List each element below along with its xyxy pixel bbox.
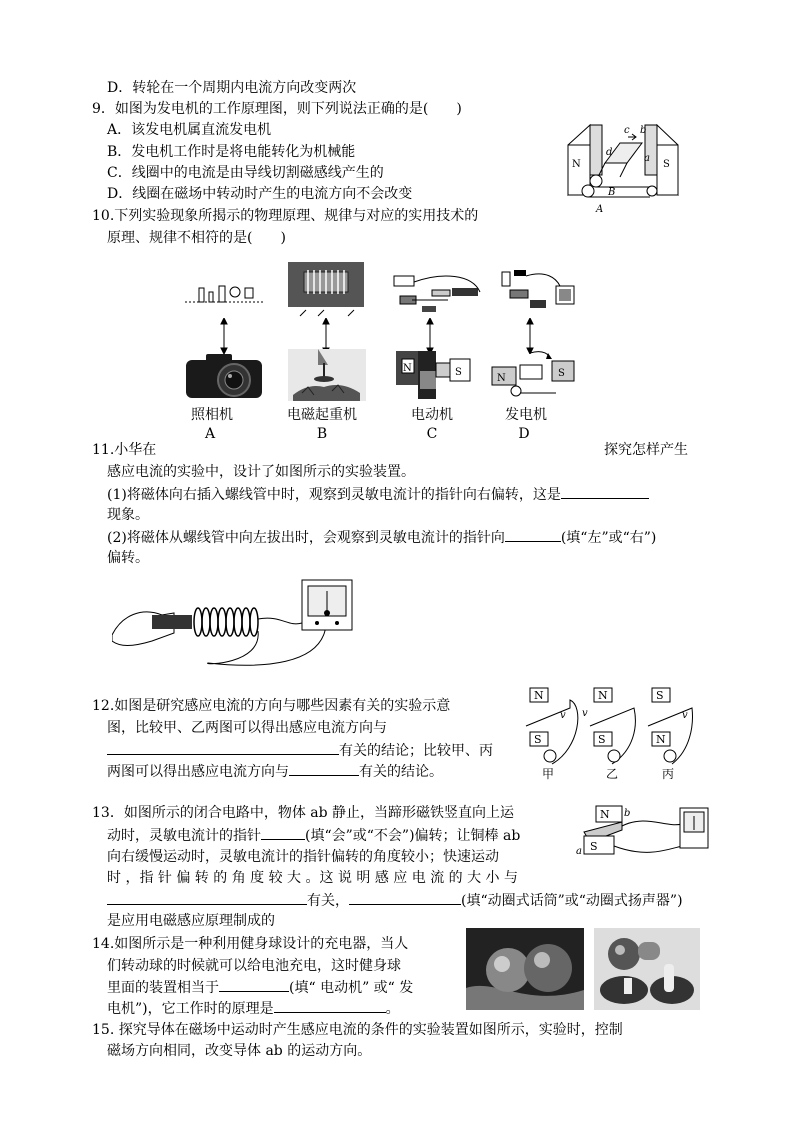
q13-label-b: b	[624, 808, 631, 819]
q9-label-n: N	[572, 159, 581, 170]
q13-line6: 是应用电磁感应原理制成的	[107, 913, 275, 929]
q13-blank-2[interactable]	[107, 890, 307, 905]
q12-bing-bottom-pole: N	[656, 733, 666, 746]
q10-d-pole-s: S	[558, 368, 565, 379]
q13-blank-3[interactable]	[349, 890, 461, 905]
q8-option-d: D．转轮在一个周期内电流方向改变两次	[107, 80, 357, 96]
q14-blank-1[interactable]	[219, 977, 289, 992]
q12-figures	[522, 686, 702, 781]
q14-line3-a: 里面的装置相当于	[107, 980, 219, 996]
q13-line4: 时 ，指 针 偏 转 的 角 度 较 大 。这 说 明 感 应 电 流 的 大 小 与	[107, 870, 519, 886]
q13-blank-1[interactable]	[261, 825, 305, 840]
q10-label-a: 照相机	[191, 407, 233, 423]
q9-label-b: b	[640, 125, 647, 136]
q11-solenoid-figure	[112, 575, 362, 670]
q12-line3-tail: 有关的结论；比较甲、丙	[339, 743, 493, 759]
q13-line5-b: (填“动圈式话筒”或“动圈式扬声器”)	[461, 893, 683, 909]
q11-part2	[107, 527, 656, 548]
q11-blank-2[interactable]	[505, 527, 561, 542]
q13-line3: 向右缓慢运动时，灵敏电流计的指针偏转的角度较小；快速运动	[107, 849, 499, 865]
q12-yi-v: v	[582, 708, 588, 719]
q9-label-A: A	[596, 204, 604, 215]
q12-line4	[107, 761, 443, 782]
q12-line3	[107, 740, 493, 761]
q12-line1: 12.如图是研究感应电流的方向与哪些因素有关的实验示意	[92, 698, 451, 714]
q15-line1: 15. 探究导体在磁场中运动时产生感应电流的条件的实验装置如图所示，实验时，控制	[92, 1022, 623, 1038]
q9-option-d: D．线圈在磁场中转动时产生的电流方向不会改变	[107, 186, 413, 202]
q10-b-coil-figure	[288, 262, 364, 320]
q10-c-motor-image	[392, 349, 476, 401]
q14-line4	[107, 998, 400, 1019]
q13-figure	[576, 802, 712, 860]
q12-yi-bottom-pole: S	[598, 733, 606, 746]
q14-line2: 们转动球的时候就可以给电池充电，这时健身球	[107, 958, 401, 974]
q14-line3	[107, 977, 413, 998]
q10-d-pole-n: N	[497, 373, 506, 384]
q12-blank-2[interactable]	[289, 761, 359, 776]
q9-generator-figure	[560, 115, 692, 215]
q12-jia-bottom-pole: S	[534, 733, 542, 746]
q11-part2-line2: 偏转。	[107, 550, 149, 566]
q9-option-c: C．线圈中的电流是由导线切割磁感线产生的	[107, 165, 384, 181]
q11-stem-left: 11.小华在	[92, 442, 157, 458]
q11-part2-tail: (填“左”或“右”)	[560, 530, 657, 546]
q13-pole-s: S	[590, 840, 598, 853]
q14-line3-b: (填“ 电动机” 或“ 发	[289, 980, 414, 996]
q12-label-bing: 丙	[662, 767, 675, 781]
q9-option-a: A．该发电机属直流发电机	[107, 122, 272, 138]
q12-yi-top-pole: N	[598, 689, 608, 702]
q9-option-b: B．发电机工作时是将电能转化为机械能	[107, 144, 356, 160]
q9-label-s: S	[663, 159, 670, 170]
q13-line5-a: 有关，	[307, 893, 349, 909]
q13-label-a: a	[576, 846, 582, 857]
q12-line4-a: 两图可以得出感应电流方向与	[107, 764, 289, 780]
q13-pole-n: N	[600, 808, 610, 821]
q13-line5	[107, 890, 683, 911]
q13-line1: 13．如图所示的闭合电路中，物体 ab 静止，当蹄形磁铁竖直向上运	[92, 805, 515, 821]
q14-line1: 14.如图所示是一种利用健身球设计的充电器，当人	[92, 936, 409, 952]
q9-stem: 9．如图为发电机的工作原理图，则下列说法正确的是( )	[92, 101, 462, 117]
q11-part1	[107, 484, 649, 505]
q10-letter-b: B	[316, 426, 328, 442]
q10-letter-a: A	[204, 426, 216, 442]
q10-b-crane-image	[288, 349, 366, 401]
q13-line2-b: (填“会”或“不会”)偏转；让铜棒 ab	[305, 828, 521, 844]
q14-device-image	[594, 928, 700, 1010]
q10-c-motor-experiment-figure	[392, 268, 482, 318]
q10-a-pinhole-figure	[185, 280, 265, 305]
q13-line2-a: 动时，灵敏电流计的指针	[107, 828, 261, 844]
q11-blank-1[interactable]	[561, 484, 649, 499]
q11-part1-text: (1)将磁体向右插入螺线管中时，观察到灵敏电流计的指针向右偏转，这是	[107, 487, 561, 503]
q10-c-pole-s: S	[455, 367, 462, 378]
q12-bing-v: v	[682, 710, 688, 721]
q14-line4-b: 。	[385, 1001, 400, 1017]
q12-line4-b: 有关的结论。	[359, 764, 443, 780]
q9-label-d: d	[606, 147, 613, 158]
q14-hand-balls-image	[466, 928, 584, 1010]
q10-letter-d: D	[518, 426, 530, 442]
q9-label-a: a	[644, 153, 650, 164]
q10-a-camera-image	[184, 350, 266, 400]
q10-c-pole-n: N	[403, 363, 412, 374]
q12-blank-1[interactable]	[107, 740, 339, 755]
q11-part1-line2: 现象。	[107, 507, 149, 523]
q12-label-yi: 乙	[606, 767, 619, 781]
q10-label-c: 电动机	[411, 407, 453, 423]
q11-stem-line2: 感应电流的实验中，设计了如图所示的实验装置。	[107, 464, 415, 480]
q10-d-generator-experiment-figure	[496, 266, 580, 318]
q9-label-c: c	[624, 125, 630, 136]
q10-stem-line1: 10.下列实验现象所揭示的物理原理、规律与对应的实用技术的	[92, 208, 479, 224]
q13-line2	[107, 825, 520, 846]
q10-stem-line2: 原理、规律不相符的是( )	[107, 230, 286, 246]
q11-part2-text: (2)将磁体从螺线管中向左拔出时，会观察到灵敏电流计的指针向	[107, 530, 505, 546]
q10-d-generator-image	[490, 349, 580, 401]
q12-jia-top-pole: N	[534, 689, 544, 702]
q14-line4-a: 电机”)，它工作时的原理是	[107, 1001, 274, 1017]
q12-label-jia: 甲	[542, 767, 555, 781]
q12-jia-v: v	[560, 710, 566, 721]
q10-label-d: 发电机	[505, 407, 547, 423]
q14-blank-2[interactable]	[274, 998, 386, 1013]
q15-line2: 磁场方向相同，改变导体 ab 的运动方向。	[107, 1043, 372, 1059]
q10-letter-c: C	[426, 426, 438, 442]
q10-label-b: 电磁起重机	[287, 407, 357, 423]
q12-line2: 图，比较甲、乙两图可以得出感应电流方向与	[107, 720, 387, 736]
q12-bing-top-pole: S	[656, 689, 664, 702]
q11-stem-right: 探究怎样产生	[604, 442, 688, 458]
q9-label-B: B	[608, 187, 616, 198]
